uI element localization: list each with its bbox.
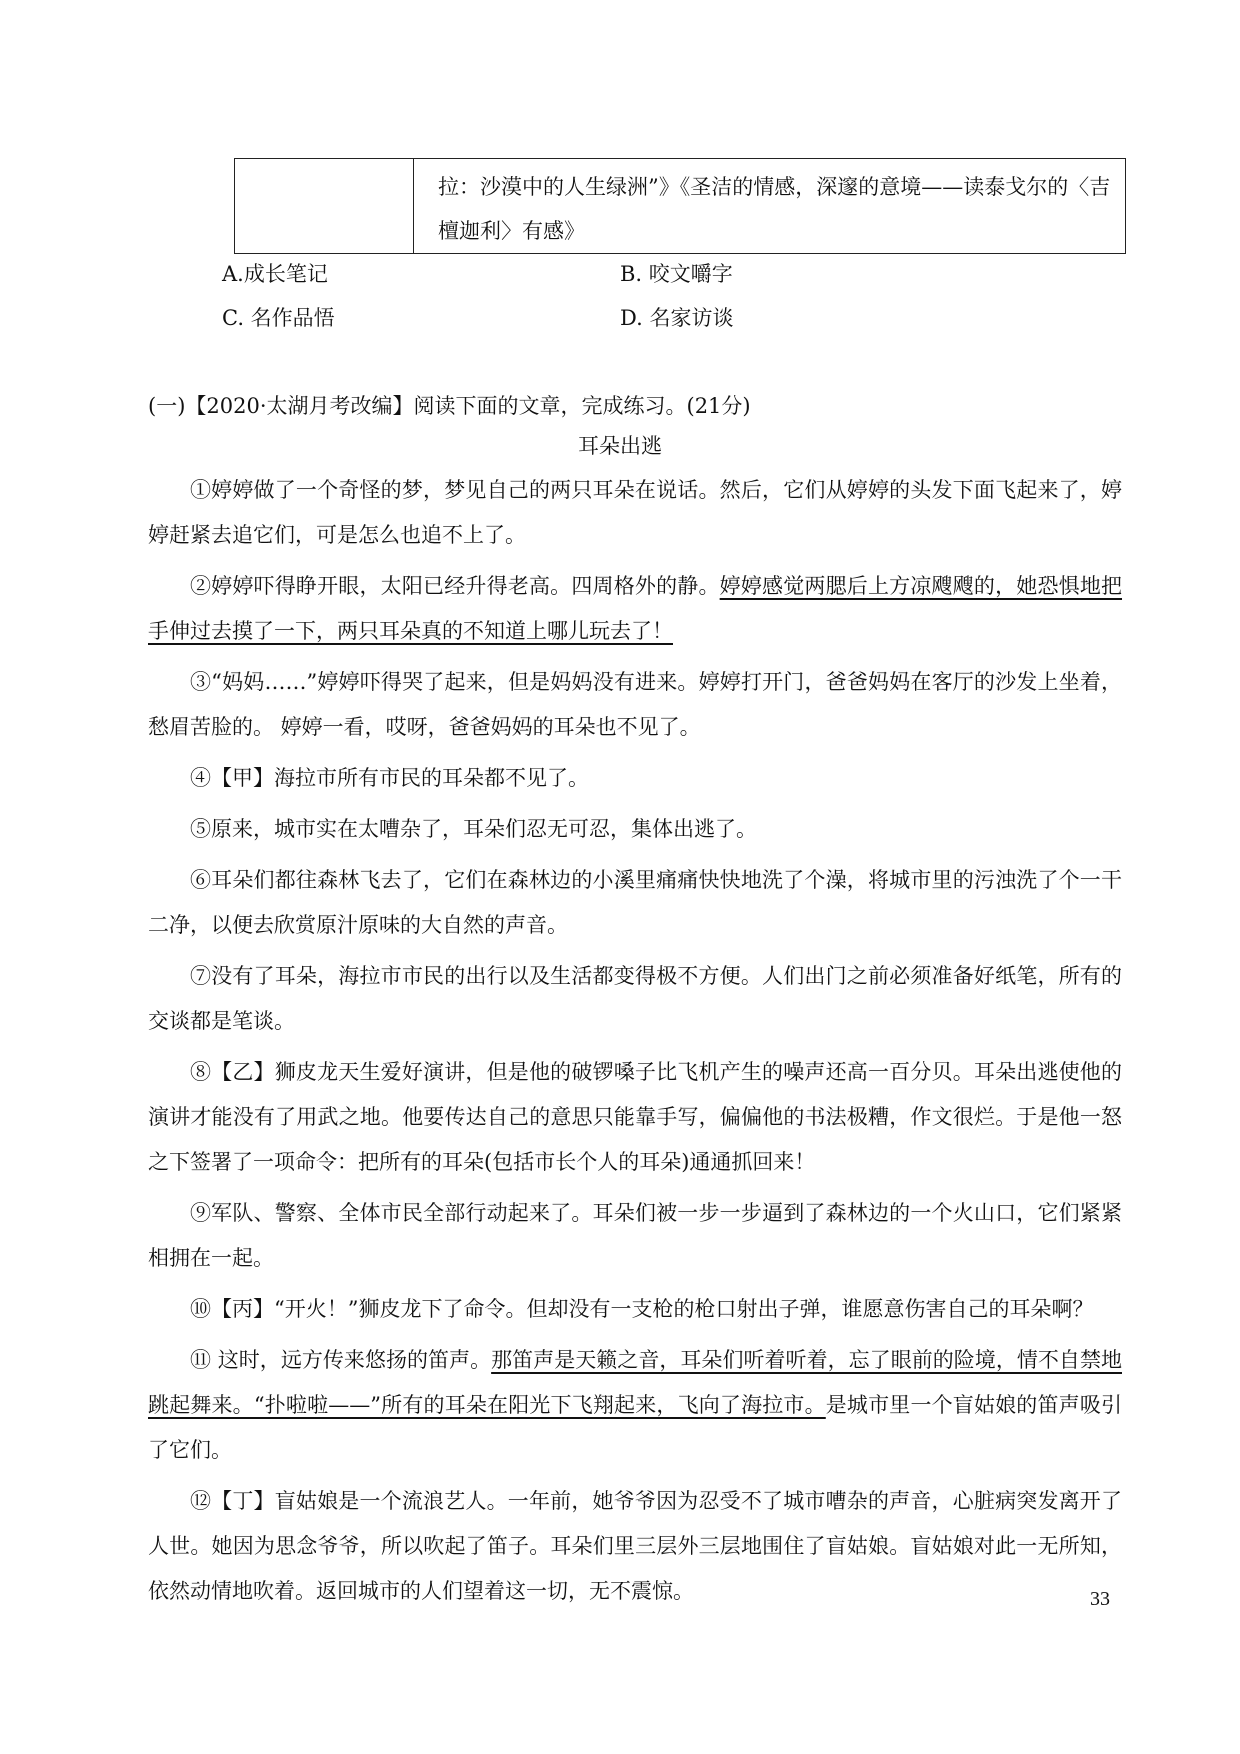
table-cell-text: 拉：沙漠中的人生绿洲”》《圣洁的情感，深邃的意境——读泰戈尔的〈吉檀迦利〉有感》 xyxy=(438,175,1111,243)
paragraph-11 xyxy=(148,1338,1122,1473)
option-d: D. 名家访谈 xyxy=(620,306,734,330)
paragraph-11-end: 是城市里一个盲姑娘的笛声吸引了它们。 xyxy=(148,1393,1122,1462)
option-c: C. 名作品悟 xyxy=(222,306,335,330)
paragraph-11-text: ⑪ 这时，远方传来悠扬的笛声。 xyxy=(190,1348,492,1372)
table-cell-empty xyxy=(235,159,414,253)
paragraph-1: ①婷婷做了一个奇怪的梦，梦见自己的两只耳朵在说话。然后，它们从婷婷的头发下面飞起来了，婷婷赶紧去追它们，可是怎么也追不上了。 xyxy=(148,478,1122,547)
section-heading: (一)【2020·太湖月考改编】阅读下面的文章，完成练习。(21分) xyxy=(148,394,751,418)
article-title: 耳朵出逃 xyxy=(578,434,662,458)
paragraph-2 xyxy=(148,564,1122,654)
paragraph-7: ⑦没有了耳朵，海拉市市民的出行以及生活都变得极不方便。人们出门之前必须准备好纸笔，所有的交谈都是笔谈。 xyxy=(148,964,1122,1033)
paragraph-3: ③“妈妈……”婷婷吓得哭了起来，但是妈妈没有进来。婷婷打开门，爸爸妈妈在客厅的沙发上坐着，愁眉苦脸的。 婷婷一看，哎呀，爸爸妈妈的耳朵也不见了。 xyxy=(148,670,1122,739)
paragraph-11-underlined: 那笛声是天籁之音，耳朵们听着听着，忘了眼前的险境，情不自禁地跳起舞来。“扑啦啦——”所有的耳朵在阳光下飞翔起来，飞向了海拉市。 xyxy=(148,1348,1122,1417)
paragraph-2-underlined: 婷婷感觉两腮后上方凉飕飕的，她恐惧地把手伸过去摸了一下，两只耳朵真的不知道上哪儿玩去了！ xyxy=(148,574,1123,643)
paragraph-8: ⑧【乙】狮皮龙天生爱好演讲，但是他的破锣嗓子比飞机产生的噪声还高一百分贝。耳朵出逃使他的演讲才能没有了用武之地。他要传达自己的意思只能靠手写，偏偏他的书法极糟，作文很烂。于是他一怒之下签署了一项命令：把所有的耳朵(包括市长个人的耳朵)通通抓回来！ xyxy=(148,1060,1122,1174)
paragraph-4: ④【甲】海拉市所有市民的耳朵都不见了。 xyxy=(190,766,589,790)
article-body xyxy=(148,468,1122,1620)
paragraph-5: ⑤原来，城市实在太嘈杂了，耳朵们忍无可忍，集体出逃了。 xyxy=(190,817,757,841)
paragraph-6: ⑥耳朵们都往森林飞去了，它们在森林边的小溪里痛痛快快地洗了个澡，将城市里的污浊洗了个一干二净，以便去欣赏原汁原味的大自然的声音。 xyxy=(148,868,1122,937)
paragraph-2-text: ②婷婷吓得睁开眼，太阳已经升得老高。四周格外的静。 xyxy=(190,574,720,598)
page-number: 33 xyxy=(1090,1588,1110,1610)
paragraph-9: ⑨军队、警察、全体市民全部行动起来了。耳朵们被一步一步逼到了森林边的一个火山口，它们紧紧相拥在一起。 xyxy=(148,1201,1122,1270)
option-b: B. 咬文嚼字 xyxy=(620,262,733,286)
option-a: A.成长笔记 xyxy=(222,262,328,286)
continuation-table xyxy=(234,158,1126,254)
paragraph-12: ⑫【丁】盲姑娘是一个流浪艺人。一年前，她爷爷因为忍受不了城市嘈杂的声音，心脏病突发离开了人世。她因为思念爷爷，所以吹起了笛子。耳朵们里三层外三层地围住了盲姑娘。盲姑娘对此一无所知，依然动情地吹着。返回城市的人们望着这一切，无不震惊。 xyxy=(148,1489,1122,1603)
paragraph-10: ⑩【丙】“开火！”狮皮龙下了命令。但却没有一支枪的枪口射出子弹，谁愿意伤害自己的耳朵啊？ xyxy=(190,1297,1094,1321)
